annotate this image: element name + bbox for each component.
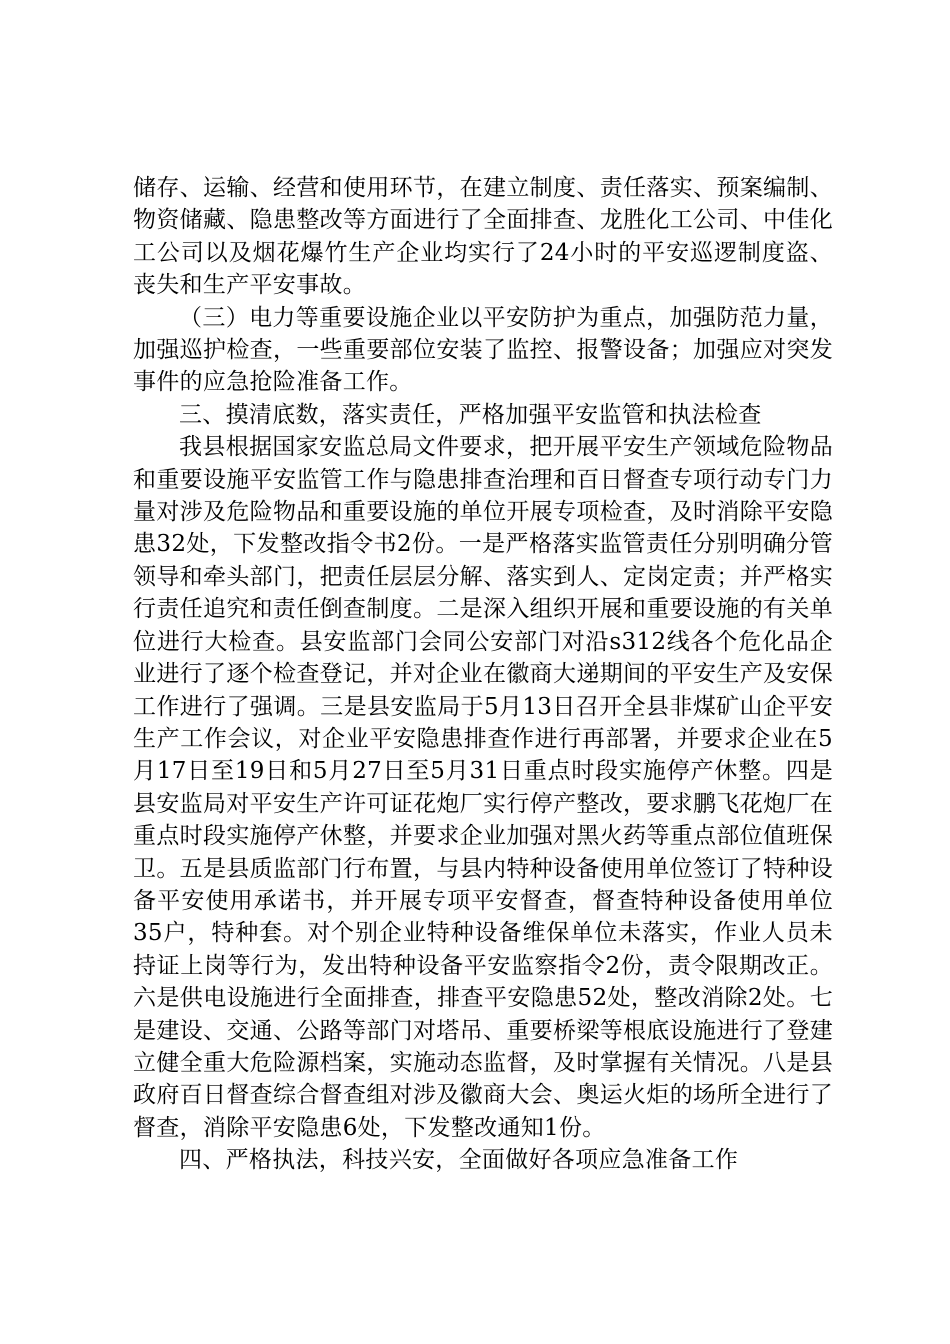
section-heading-three: 三、摸清底数，落实责任，严格加强平安监管和执法检查 <box>179 401 762 428</box>
paragraph-storage-inspection: 储存、运输、经营和使用环节，在建立制度、责任落实、预案编制、物资储藏、隐患整改等方面进行了全面排查、龙胜化工公司、中佳化工公司以及烟花爆竹生产企业均实行了24小时的平安巡逻制度盗、丧失和生产平安事故。 <box>133 175 833 299</box>
document-body <box>133 172 833 1177</box>
paragraph-county-inspection: 我县根据国家安监总局文件要求，把开展平安生产领域危险物品和重要设施平安监管工作与隐患排查治理和百日督查专项行动专门力量对涉及危险物品和重要设施的单位开展专项检查，及时消除平安隐患32处，下发整改指令书2份。一是严格落实监管责任分别明确分管领导和牵头部门，把责任层层分解、落实到人、定岗定责；并严格实行责任追究和责任倒查制度。二是深入组织开展和重要设施的有关单位进行大检查。县安监部门会同公安部门对沿s312线各个危化品企业进行了逐个检查登记，并对企业在徽商大递期间的平安生产及安保工作进行了强调。三是县安监局于5月13日召开全县非煤矿山企平安生产工作会议，对企业平安隐患排查作进行再部署，并要求企业在5月17日至19日和5月27日至5月31日重点时段实施停产休整。四是县安监局对平安生产许可证花炮厂实行停产整改，要求鹏飞花炮厂在重点时段实施停产休整，并要求企业加强对黑火药等重点部位值班保卫。五是县质监部门行布置，与县内特种设备使用单位签订了特种设备平安使用承诺书，并开展专项平安督查，督查特种设备使用单位35户，特种套。对个别企业特种设备维保单位未落实，作业人员未持证上岗等行为，发出特种设备平安监察指令2份，责令限期改正。六是供电设施进行全面排查，排查平安隐患52处，整改消除2处。七是建设、交通、公路等部门对塔吊、重要桥梁等根底设施进行了登建立健全重大危险源档案，实施动态监督，及时掌握有关情况。八是县政府百日督查综合督查组对涉及徽商大会、奥运火炬的场所全进行了督查，消除平安隐患6处，下发整改通知1份。 <box>133 434 833 1141</box>
section-heading-four: 四、严格执法，科技兴安，全面做好各项应急准备工作 <box>179 1147 739 1174</box>
paragraph-power-facilities: （三）电力等重要设施企业以平安防护为重点，加强防范力量，加强巡护检查，一些重要部位安装了监控、报警设备；加强应对突发事件的应急抢险准备工作。 <box>133 304 833 396</box>
